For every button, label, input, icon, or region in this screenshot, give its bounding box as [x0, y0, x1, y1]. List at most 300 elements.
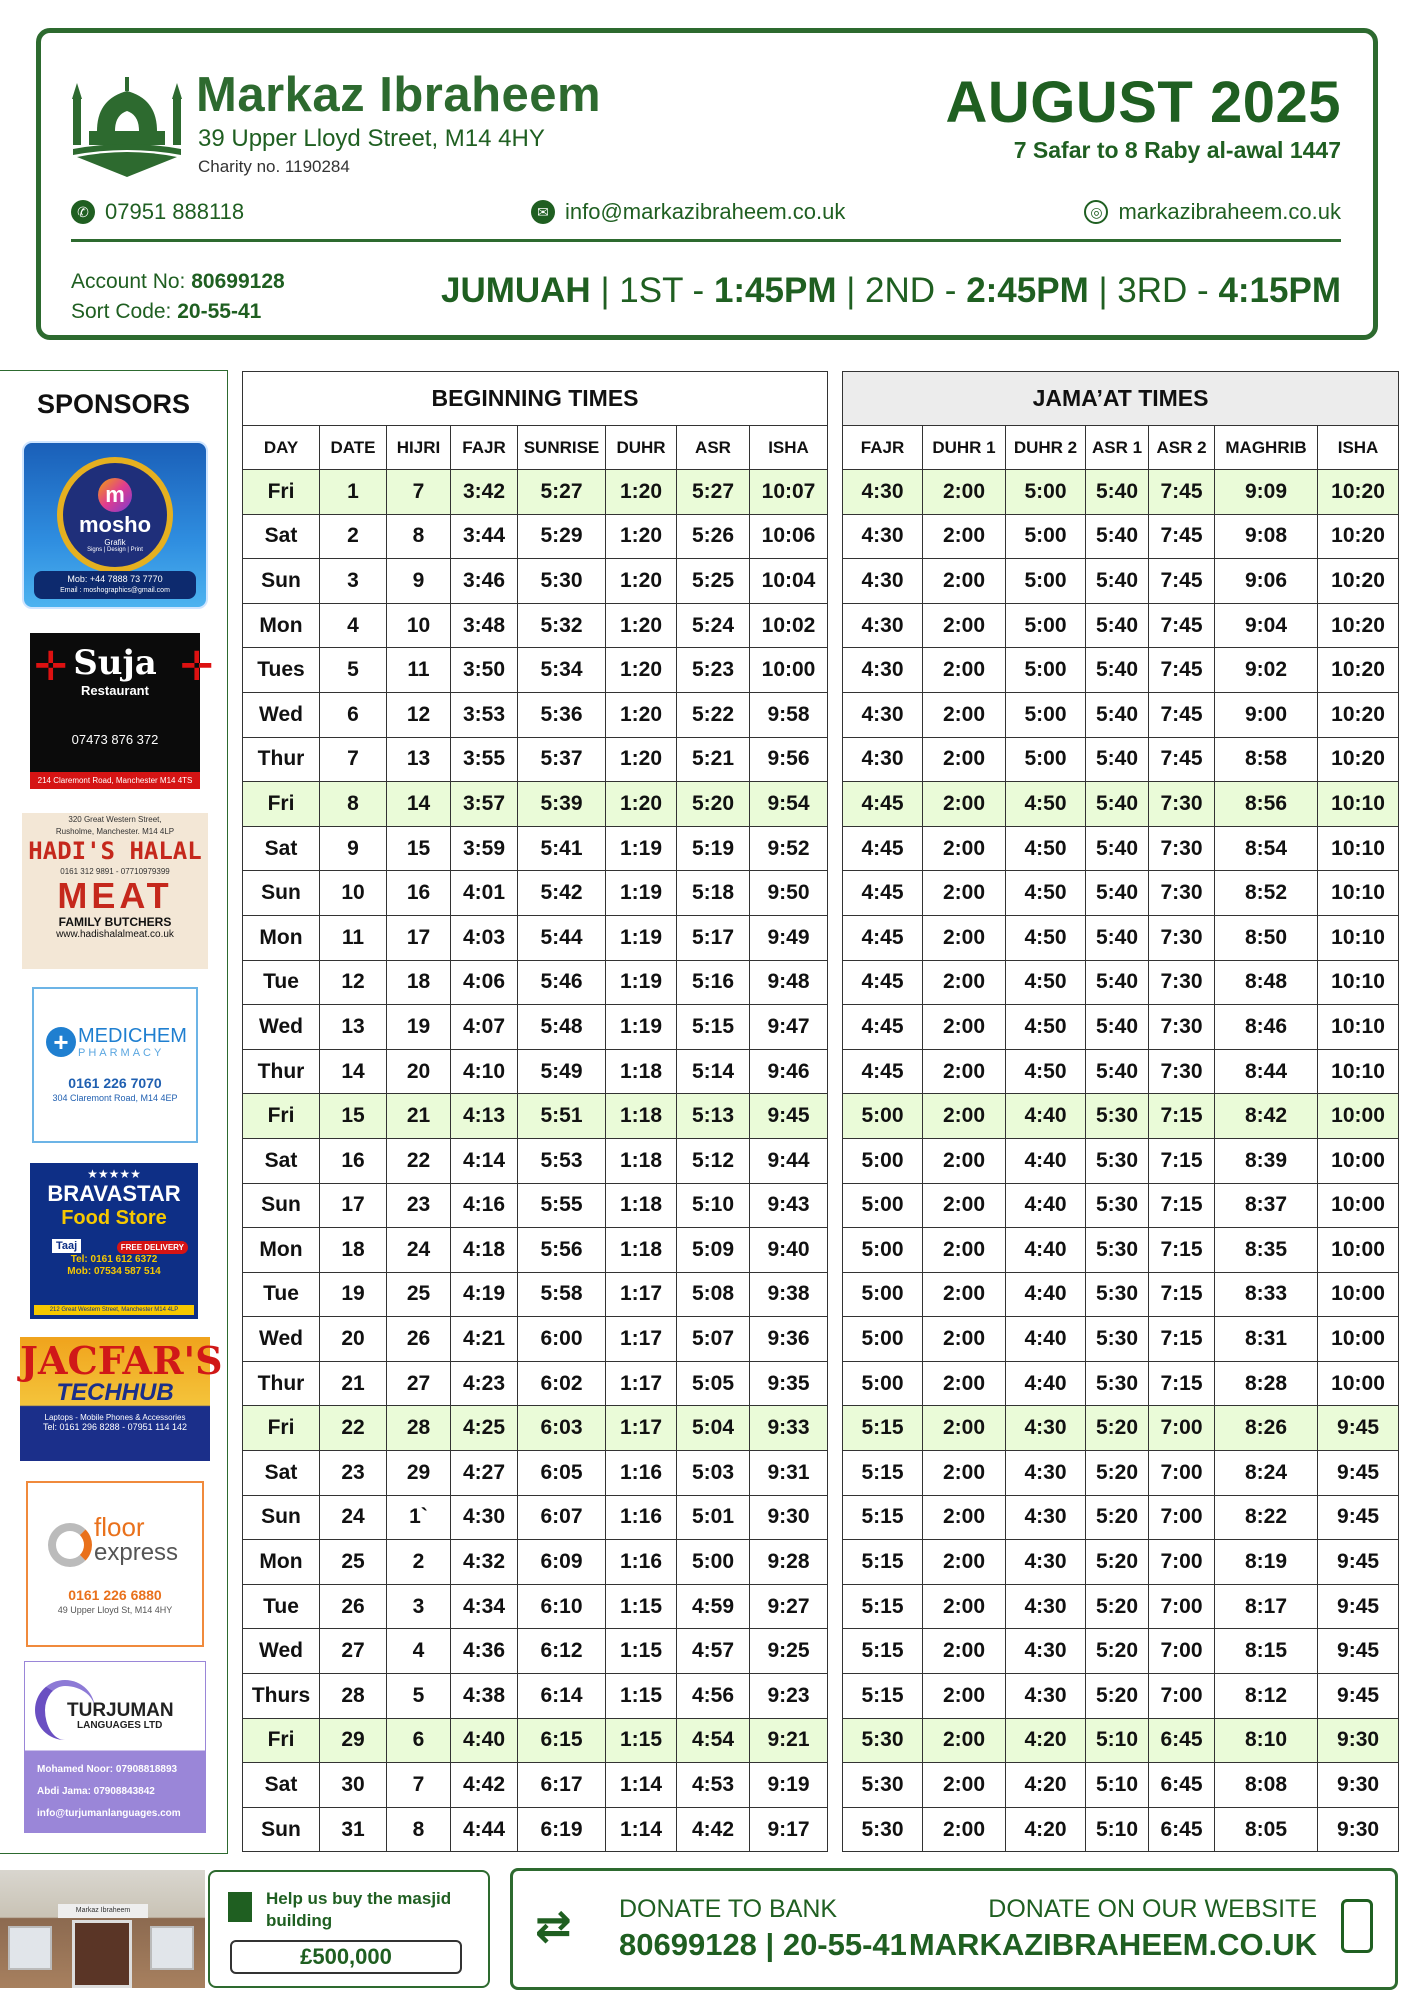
cell-date: 6 [320, 692, 387, 737]
donate-web-value[interactable]: MARKAZIBRAHEEM.CO.UK [908, 1927, 1317, 1962]
cell-jamaat-maghrib: 8:12 [1215, 1674, 1318, 1719]
cell-jamaat-fajr: 5:00 [843, 1317, 923, 1362]
cell-sunrise: 6:00 [518, 1317, 606, 1362]
knife-icon: ✛ [180, 645, 214, 689]
sponsor-floor-express[interactable] [26, 1481, 204, 1647]
jumuah-first-time: 1:45PM [713, 271, 837, 310]
jamaat-row [843, 559, 1399, 604]
jamaat-row [843, 737, 1399, 782]
cell-jamaat-duhr2: 4:50 [1006, 1005, 1086, 1050]
cell-hijri: 22 [387, 1138, 451, 1183]
charity-number: Charity no. 1190284 [198, 157, 350, 176]
cell-sunrise: 5:53 [518, 1138, 606, 1183]
cell-asr: 5:26 [677, 514, 750, 559]
cell-asr: 5:25 [677, 559, 750, 604]
cell-fajr: 4:25 [451, 1406, 518, 1451]
cell-jamaat-maghrib: 8:46 [1215, 1005, 1318, 1050]
cell-jamaat-fajr: 4:30 [843, 559, 923, 604]
beginning-row [243, 1094, 828, 1139]
cell-jamaat-duhr1: 2:00 [923, 648, 1006, 693]
cell-isha: 9:54 [750, 782, 828, 827]
cell-date: 25 [320, 1540, 387, 1585]
cell-jamaat-asr2: 7:00 [1149, 1584, 1215, 1629]
beginning-row [243, 603, 828, 648]
cell-sunrise: 5:58 [518, 1272, 606, 1317]
cell-asr: 5:08 [677, 1272, 750, 1317]
col-header-fajr: FAJR [451, 426, 518, 470]
beginning-row [243, 871, 828, 916]
cell-isha: 9:23 [750, 1674, 828, 1719]
sponsor-suja[interactable] [30, 633, 214, 789]
cell-day: Tue [243, 1272, 320, 1317]
cell-asr: 5:09 [677, 1228, 750, 1273]
jamaat-row [843, 1495, 1399, 1540]
cell-jamaat-duhr1: 2:00 [923, 514, 1006, 559]
cell-date: 18 [320, 1228, 387, 1273]
cell-day: Sun [243, 871, 320, 916]
cell-jamaat-asr1: 5:20 [1086, 1540, 1149, 1585]
cell-jamaat-duhr1: 2:00 [923, 470, 1006, 515]
cell-day: Thur [243, 1361, 320, 1406]
cell-hijri: 29 [387, 1451, 451, 1496]
cell-jamaat-isha: 10:10 [1318, 782, 1399, 827]
cell-jamaat-isha: 9:45 [1318, 1629, 1399, 1674]
beginning-row [243, 692, 828, 737]
beginning-row [243, 960, 828, 1005]
cell-jamaat-fajr: 4:45 [843, 782, 923, 827]
cell-jamaat-fajr: 4:30 [843, 692, 923, 737]
cell-duhr: 1:14 [606, 1763, 677, 1808]
cell-jamaat-fajr: 4:45 [843, 960, 923, 1005]
cell-duhr: 1:20 [606, 648, 677, 693]
cell-asr: 5:14 [677, 1049, 750, 1094]
cell-day: Sun [243, 1183, 320, 1228]
cell-date: 24 [320, 1495, 387, 1540]
building-appeal[interactable] [208, 1870, 490, 1988]
cell-jamaat-maghrib: 9:09 [1215, 470, 1318, 515]
cell-hijri: 28 [387, 1406, 451, 1451]
cell-sunrise: 5:49 [518, 1049, 606, 1094]
cell-jamaat-asr2: 7:45 [1149, 603, 1215, 648]
cell-day: Mon [243, 603, 320, 648]
contact-website[interactable] [1084, 199, 1341, 225]
cell-jamaat-asr1: 5:30 [1086, 1361, 1149, 1406]
cell-jamaat-asr2: 7:00 [1149, 1451, 1215, 1496]
col-header-j-asr2: ASR 2 [1149, 426, 1215, 470]
cell-jamaat-asr1: 5:40 [1086, 470, 1149, 515]
cell-jamaat-duhr2: 4:50 [1006, 915, 1086, 960]
bravastar-contact [30, 1254, 198, 1278]
sponsor-medichem[interactable] [32, 987, 198, 1143]
cell-sunrise: 6:19 [518, 1807, 606, 1852]
beginning-row [243, 782, 828, 827]
taaj-logo: Taaj [52, 1239, 81, 1253]
cell-jamaat-duhr1: 2:00 [923, 1094, 1006, 1139]
cell-jamaat-asr1: 5:40 [1086, 1005, 1149, 1050]
cell-jamaat-isha: 10:10 [1318, 1049, 1399, 1094]
beginning-row [243, 1718, 828, 1763]
col-header-j-isha: ISHA [1318, 426, 1399, 470]
sponsor-jacfars-techhub[interactable] [20, 1337, 223, 1461]
cell-fajr: 3:55 [451, 737, 518, 782]
cell-duhr: 1:15 [606, 1584, 677, 1629]
cell-duhr: 1:19 [606, 826, 677, 871]
cell-jamaat-asr1: 5:20 [1086, 1584, 1149, 1629]
col-header-j-asr1: ASR 1 [1086, 426, 1149, 470]
cell-jamaat-asr2: 6:45 [1149, 1763, 1215, 1808]
cell-jamaat-duhr1: 2:00 [923, 1674, 1006, 1719]
cell-hijri: 3 [387, 1584, 451, 1629]
beginning-row [243, 1361, 828, 1406]
jacfar-sub: Laptops - Mobile Phones & Accessories [44, 1413, 186, 1422]
cell-fajr: 3:57 [451, 782, 518, 827]
cell-hijri: 8 [387, 1807, 451, 1852]
sponsor-mosho[interactable] [22, 441, 208, 609]
cell-fajr: 3:53 [451, 692, 518, 737]
cell-isha: 9:17 [750, 1807, 828, 1852]
cell-jamaat-duhr1: 2:00 [923, 915, 1006, 960]
cell-sunrise: 5:36 [518, 692, 606, 737]
cell-fajr: 4:19 [451, 1272, 518, 1317]
cell-jamaat-asr1: 5:40 [1086, 782, 1149, 827]
cell-hijri: 12 [387, 692, 451, 737]
cell-jamaat-duhr1: 2:00 [923, 1361, 1006, 1406]
sponsors-title: SPONSORS [36, 389, 191, 419]
cell-isha: 9:28 [750, 1540, 828, 1585]
sponsor-bravastar[interactable] [30, 1163, 198, 1319]
cell-jamaat-asr2: 7:15 [1149, 1272, 1215, 1317]
cell-date: 26 [320, 1584, 387, 1629]
jumuah-title: JUMUAH [440, 271, 591, 310]
cell-jamaat-asr1: 5:30 [1086, 1272, 1149, 1317]
floor-address: 49 Upper Lloyd St, M14 4HY [57, 1605, 173, 1615]
cell-jamaat-duhr2: 4:30 [1006, 1540, 1086, 1585]
cell-jamaat-duhr2: 4:50 [1006, 782, 1086, 827]
cell-sunrise: 5:56 [518, 1228, 606, 1273]
cell-day: Mon [243, 1228, 320, 1273]
cell-isha: 9:31 [750, 1451, 828, 1496]
cell-sunrise: 5:29 [518, 514, 606, 559]
cell-hijri: 2 [387, 1540, 451, 1585]
sort-code: 20-55-41 [177, 300, 262, 323]
sponsors-panel [0, 370, 228, 1854]
jamaat-row [843, 1807, 1399, 1852]
bravastar-food: Food Store [61, 1207, 167, 1229]
jamaat-row [843, 1138, 1399, 1183]
beginning-row [243, 1584, 828, 1629]
cell-hijri: 17 [387, 915, 451, 960]
cell-fajr: 3:59 [451, 826, 518, 871]
cell-day: Fri [243, 1094, 320, 1139]
suja-phone: 07473 876 372 [71, 732, 159, 747]
cell-jamaat-asr1: 5:40 [1086, 559, 1149, 604]
cell-jamaat-asr2: 7:30 [1149, 1005, 1215, 1050]
medichem-sub: PHARMACY [78, 1047, 165, 1059]
cell-jamaat-asr1: 5:40 [1086, 915, 1149, 960]
cell-duhr: 1:17 [606, 1406, 677, 1451]
cell-jamaat-isha: 9:30 [1318, 1718, 1399, 1763]
cell-jamaat-duhr2: 5:00 [1006, 692, 1086, 737]
cell-jamaat-duhr1: 2:00 [923, 1629, 1006, 1674]
cell-jamaat-maghrib: 9:08 [1215, 514, 1318, 559]
cell-jamaat-fajr: 4:45 [843, 1049, 923, 1094]
cell-asr: 5:00 [677, 1540, 750, 1585]
cell-jamaat-asr2: 7:45 [1149, 514, 1215, 559]
jamaat-row [843, 1763, 1399, 1808]
jamaat-times-body [843, 470, 1399, 1852]
cell-hijri: 13 [387, 737, 451, 782]
cell-date: 4 [320, 603, 387, 648]
cell-jamaat-maghrib: 8:17 [1215, 1584, 1318, 1629]
cell-sunrise: 5:46 [518, 960, 606, 1005]
col-header-date: DATE [320, 426, 387, 470]
cell-day: Sat [243, 1138, 320, 1183]
cell-sunrise: 6:14 [518, 1674, 606, 1719]
donate-web-label: DONATE ON OUR WEBSITE [988, 1895, 1317, 1923]
cell-jamaat-fajr: 5:00 [843, 1228, 923, 1273]
jamaat-times-table [842, 371, 1399, 1852]
cell-jamaat-maghrib: 9:00 [1215, 692, 1318, 737]
suja-address: 214 Claremont Road, Manchester M14 4TS [30, 772, 200, 789]
cell-isha: 9:50 [750, 871, 828, 916]
cell-hijri: 15 [387, 826, 451, 871]
cell-duhr: 1:17 [606, 1317, 677, 1362]
cell-jamaat-duhr1: 2:00 [923, 1317, 1006, 1362]
cell-duhr: 1:17 [606, 1272, 677, 1317]
col-header-j-duhr2: DUHR 2 [1006, 426, 1086, 470]
cell-duhr: 1:18 [606, 1228, 677, 1273]
donate-bank-value: 80699128 | 20-55-41 [619, 1927, 907, 1962]
jamaat-row [843, 1584, 1399, 1629]
cell-day: Sat [243, 826, 320, 871]
cell-hijri: 20 [387, 1049, 451, 1094]
col-header-duhr: DUHR [606, 426, 677, 470]
beginning-row [243, 1629, 828, 1674]
cell-isha: 9:36 [750, 1317, 828, 1362]
beginning-row [243, 1183, 828, 1228]
cell-day: Tue [243, 960, 320, 1005]
cell-jamaat-isha: 10:20 [1318, 648, 1399, 693]
cell-day: Tues [243, 648, 320, 693]
jamaat-row [843, 1183, 1399, 1228]
beginning-row [243, 1272, 828, 1317]
cell-jamaat-duhr1: 2:00 [923, 1540, 1006, 1585]
cell-jamaat-asr1: 5:40 [1086, 871, 1149, 916]
cell-isha: 9:45 [750, 1094, 828, 1139]
turjuman-ltd: LANGUAGES LTD [77, 1720, 163, 1731]
cell-asr: 5:22 [677, 692, 750, 737]
cell-jamaat-duhr2: 4:30 [1006, 1584, 1086, 1629]
cell-jamaat-isha: 9:45 [1318, 1584, 1399, 1629]
beginning-row [243, 1406, 828, 1451]
cell-isha: 9:21 [750, 1718, 828, 1763]
cell-hijri: 16 [387, 871, 451, 916]
cell-isha: 9:38 [750, 1272, 828, 1317]
jacfar-name: JACFAR'S [20, 1338, 223, 1383]
cell-jamaat-duhr2: 4:40 [1006, 1317, 1086, 1362]
cell-day: Wed [243, 1629, 320, 1674]
cell-jamaat-duhr2: 4:30 [1006, 1406, 1086, 1451]
cell-sunrise: 5:37 [518, 737, 606, 782]
cell-asr: 4:54 [677, 1718, 750, 1763]
cell-jamaat-isha: 10:00 [1318, 1361, 1399, 1406]
jamaat-row [843, 1451, 1399, 1496]
cell-day: Thurs [243, 1674, 320, 1719]
cell-jamaat-asr1: 5:20 [1086, 1451, 1149, 1496]
cell-jamaat-asr2: 7:00 [1149, 1674, 1215, 1719]
cell-fajr: 4:07 [451, 1005, 518, 1050]
cell-jamaat-fajr: 5:00 [843, 1138, 923, 1183]
cell-asr: 4:42 [677, 1807, 750, 1852]
cell-jamaat-asr1: 5:30 [1086, 1228, 1149, 1273]
cell-jamaat-maghrib: 8:44 [1215, 1049, 1318, 1094]
header-panel [36, 28, 1378, 340]
cell-hijri: 1` [387, 1495, 451, 1540]
beginning-row [243, 1138, 828, 1183]
cell-jamaat-maghrib: 9:02 [1215, 648, 1318, 693]
cell-fajr: 4:10 [451, 1049, 518, 1094]
beginning-row [243, 1317, 828, 1362]
cell-jamaat-duhr1: 2:00 [923, 826, 1006, 871]
jamaat-row [843, 514, 1399, 559]
cell-isha: 9:44 [750, 1138, 828, 1183]
cell-asr: 4:57 [677, 1629, 750, 1674]
cell-date: 11 [320, 915, 387, 960]
cell-sunrise: 6:17 [518, 1763, 606, 1808]
cell-fajr: 4:30 [451, 1495, 518, 1540]
cell-jamaat-isha: 10:10 [1318, 915, 1399, 960]
cell-fajr: 4:01 [451, 871, 518, 916]
cell-jamaat-asr1: 5:20 [1086, 1674, 1149, 1719]
cell-hijri: 23 [387, 1183, 451, 1228]
cell-date: 27 [320, 1629, 387, 1674]
cell-fajr: 4:36 [451, 1629, 518, 1674]
jamaat-row [843, 1361, 1399, 1406]
cell-duhr: 1:17 [606, 1361, 677, 1406]
cell-fajr: 3:42 [451, 470, 518, 515]
cell-date: 16 [320, 1138, 387, 1183]
cell-isha: 10:06 [750, 514, 828, 559]
cell-day: Wed [243, 692, 320, 737]
phone-number: 07951 888118 [105, 199, 245, 224]
cell-date: 3 [320, 559, 387, 604]
jumuah-third-time: 4:15PM [1218, 271, 1341, 310]
cell-fajr: 4:06 [451, 960, 518, 1005]
cell-jamaat-asr2: 7:30 [1149, 1049, 1215, 1094]
cell-asr: 5:17 [677, 915, 750, 960]
cell-day: Sat [243, 1763, 320, 1808]
cell-duhr: 1:16 [606, 1451, 677, 1496]
cell-date: 2 [320, 514, 387, 559]
cell-sunrise: 6:12 [518, 1629, 606, 1674]
cell-jamaat-asr2: 7:45 [1149, 470, 1215, 515]
cell-jamaat-asr1: 5:40 [1086, 826, 1149, 871]
cell-jamaat-asr1: 5:10 [1086, 1763, 1149, 1808]
cell-asr: 5:12 [677, 1138, 750, 1183]
cell-jamaat-duhr1: 2:00 [923, 1406, 1006, 1451]
col-header-asr: ASR [677, 426, 750, 470]
cell-day: Fri [243, 1718, 320, 1763]
cell-fajr: 4:23 [451, 1361, 518, 1406]
cell-jamaat-isha: 10:00 [1318, 1228, 1399, 1273]
cell-jamaat-isha: 10:00 [1318, 1094, 1399, 1139]
cell-jamaat-asr1: 5:30 [1086, 1094, 1149, 1139]
mosho-name: mosho [78, 511, 152, 537]
building-window [150, 1926, 194, 1970]
cell-jamaat-asr2: 7:30 [1149, 782, 1215, 827]
cell-jamaat-maghrib: 8:50 [1215, 915, 1318, 960]
cell-jamaat-duhr2: 5:00 [1006, 648, 1086, 693]
cell-day: Sun [243, 559, 320, 604]
beginning-row [243, 1540, 828, 1585]
cell-jamaat-asr1: 5:30 [1086, 1317, 1149, 1362]
cell-sunrise: 6:09 [518, 1540, 606, 1585]
cell-isha: 10:02 [750, 603, 828, 648]
sponsor-hadis-halal[interactable] [22, 813, 208, 969]
cell-jamaat-asr2: 7:15 [1149, 1361, 1215, 1406]
cell-sunrise: 5:34 [518, 648, 606, 693]
cell-hijri: 7 [387, 1763, 451, 1808]
cell-asr: 5:27 [677, 470, 750, 515]
beginning-times-body [243, 470, 828, 1852]
beginning-row [243, 559, 828, 604]
cell-jamaat-maghrib: 8:33 [1215, 1272, 1318, 1317]
cell-jamaat-duhr2: 5:00 [1006, 514, 1086, 559]
cell-jamaat-asr2: 7:45 [1149, 737, 1215, 782]
cell-jamaat-duhr1: 2:00 [923, 871, 1006, 916]
cell-sunrise: 5:41 [518, 826, 606, 871]
contact-phone[interactable] [71, 199, 244, 225]
contact-email[interactable] [531, 199, 845, 225]
cell-hijri: 8 [387, 514, 451, 559]
cell-duhr: 1:18 [606, 1138, 677, 1183]
donate-panel[interactable] [510, 1868, 1398, 1990]
cell-jamaat-asr2: 7:30 [1149, 960, 1215, 1005]
cell-asr: 5:19 [677, 826, 750, 871]
jamaat-row [843, 603, 1399, 648]
cell-jamaat-duhr1: 2:00 [923, 1495, 1006, 1540]
account-number: 80699128 [191, 270, 285, 293]
jamaat-row [843, 470, 1399, 515]
email-address: info@markazibraheem.co.uk [565, 199, 846, 224]
cell-jamaat-asr2: 7:15 [1149, 1317, 1215, 1362]
appeal-text: Help us buy the masjid building [266, 1889, 452, 1930]
mosho-contact [34, 571, 196, 599]
cell-jamaat-fajr: 5:00 [843, 1272, 923, 1317]
cell-jamaat-fajr: 5:15 [843, 1451, 923, 1496]
cell-jamaat-asr1: 5:20 [1086, 1495, 1149, 1540]
cell-asr: 5:16 [677, 960, 750, 1005]
cell-fajr: 4:13 [451, 1094, 518, 1139]
cell-hijri: 6 [387, 1718, 451, 1763]
sponsor-turjuman[interactable] [24, 1661, 206, 1833]
col-header-day: DAY [243, 426, 320, 470]
cell-jamaat-isha: 10:10 [1318, 871, 1399, 916]
cell-jamaat-duhr1: 2:00 [923, 1228, 1006, 1273]
cell-jamaat-isha: 9:45 [1318, 1674, 1399, 1719]
cell-isha: 9:25 [750, 1629, 828, 1674]
jamaat-row [843, 960, 1399, 1005]
floor-express-logo-icon [48, 1523, 92, 1567]
cell-jamaat-maghrib: 8:31 [1215, 1317, 1318, 1362]
cell-date: 29 [320, 1718, 387, 1763]
cell-asr: 5:20 [677, 782, 750, 827]
cell-fajr: 4:42 [451, 1763, 518, 1808]
cell-jamaat-fajr: 4:30 [843, 470, 923, 515]
jamaat-row [843, 782, 1399, 827]
cell-jamaat-maghrib: 8:56 [1215, 782, 1318, 827]
cell-isha: 9:56 [750, 737, 828, 782]
